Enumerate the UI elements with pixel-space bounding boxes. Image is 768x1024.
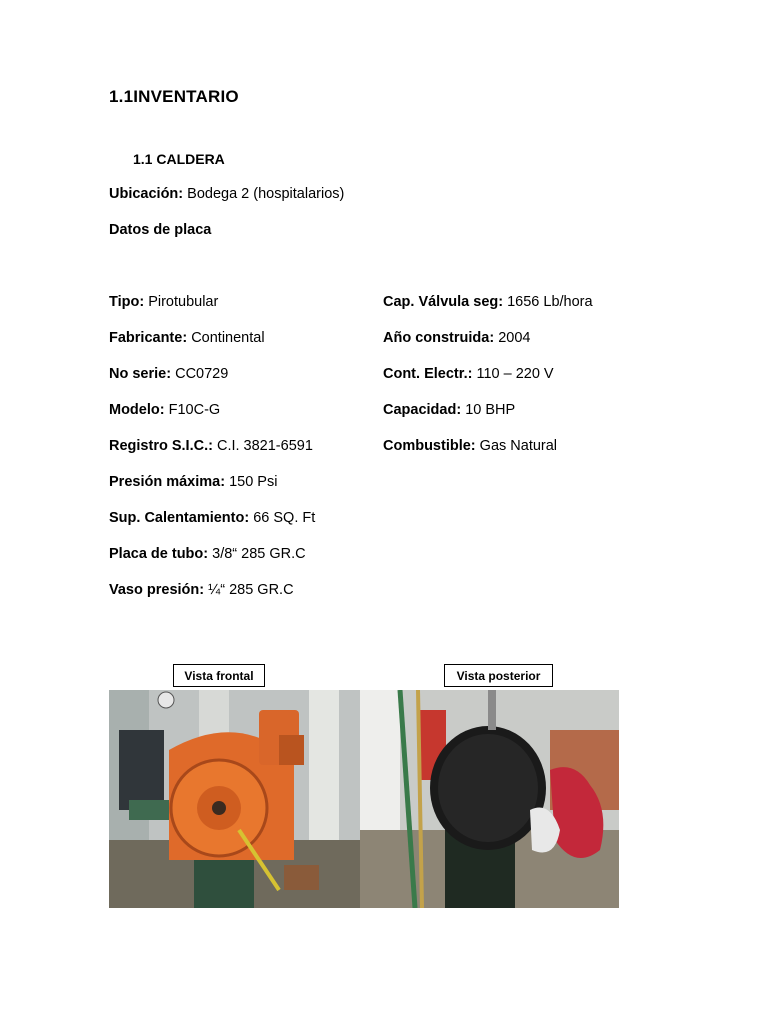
field-label: Cap. Válvula seg: <box>383 294 504 310</box>
field-label: Placa de tubo: <box>109 546 209 562</box>
field-value: 10 BHP <box>461 402 516 418</box>
field-value: ¼“ 285 GR.C <box>204 582 294 598</box>
field-value: 1656 Lb/hora <box>503 294 593 310</box>
field-value: Pirotubular <box>144 294 219 310</box>
back-view-photo <box>360 690 619 908</box>
field-value: Gas Natural <box>475 438 558 454</box>
field-label: Cont. Electr.: <box>383 366 473 382</box>
field-registro <box>109 438 313 454</box>
field-capacidad <box>383 402 515 418</box>
field-sup-calentamiento <box>109 510 315 526</box>
field-fabricante <box>109 330 265 346</box>
field-value: 150 Psi <box>225 474 278 490</box>
field-presion-maxima <box>109 474 277 490</box>
front-view-photo <box>109 690 360 908</box>
field-vaso-presion <box>109 582 294 598</box>
field-value: Continental <box>187 330 265 346</box>
section-heading: 1.1 CALDERA <box>133 151 225 167</box>
field-label: Combustible: <box>383 438 476 454</box>
field-value: 2004 <box>494 330 531 346</box>
field-label: Fabricante: <box>109 330 188 346</box>
caption-back-view: Vista posterior <box>444 664 553 687</box>
field-value: CC0729 <box>171 366 229 382</box>
caption-front-view: Vista frontal <box>173 664 265 687</box>
field-value: 110 – 220 V <box>472 366 554 382</box>
field-label: Modelo: <box>109 402 165 418</box>
ubicacion-label: Ubicación: <box>109 186 184 202</box>
field-placa-tubo <box>109 546 306 562</box>
field-label: Registro S.I.C.: <box>109 438 213 454</box>
field-label: Presión máxima: <box>109 474 226 490</box>
field-value: 66 SQ. Ft <box>249 510 316 526</box>
field-combustible <box>383 438 557 454</box>
field-modelo <box>109 402 220 418</box>
field-value: C.I. 3821-6591 <box>212 438 313 454</box>
page-title: 1.1INVENTARIO <box>109 87 239 106</box>
field-label: Capacidad: <box>383 402 462 418</box>
field-label: Tipo: <box>109 294 145 310</box>
ubicacion-value: Bodega 2 (hospitalarios) <box>183 186 345 202</box>
field-value: F10C-G <box>164 402 221 418</box>
field-label: Vaso presión: <box>109 582 205 598</box>
field-label: Año construida: <box>383 330 495 346</box>
field-label: Sup. Calentamiento: <box>109 510 250 526</box>
datos-placa-heading <box>109 222 211 238</box>
field-tipo <box>109 294 218 310</box>
field-value: 3/8“ 285 GR.C <box>208 546 306 562</box>
field-cont-electr <box>383 366 554 382</box>
datos-placa-label: Datos de placa <box>109 222 212 238</box>
ubicacion-line <box>109 186 344 202</box>
field-no-serie <box>109 366 228 382</box>
field-ano-construida <box>383 330 530 346</box>
field-label: No serie: <box>109 366 172 382</box>
field-cap-valvula <box>383 294 593 310</box>
